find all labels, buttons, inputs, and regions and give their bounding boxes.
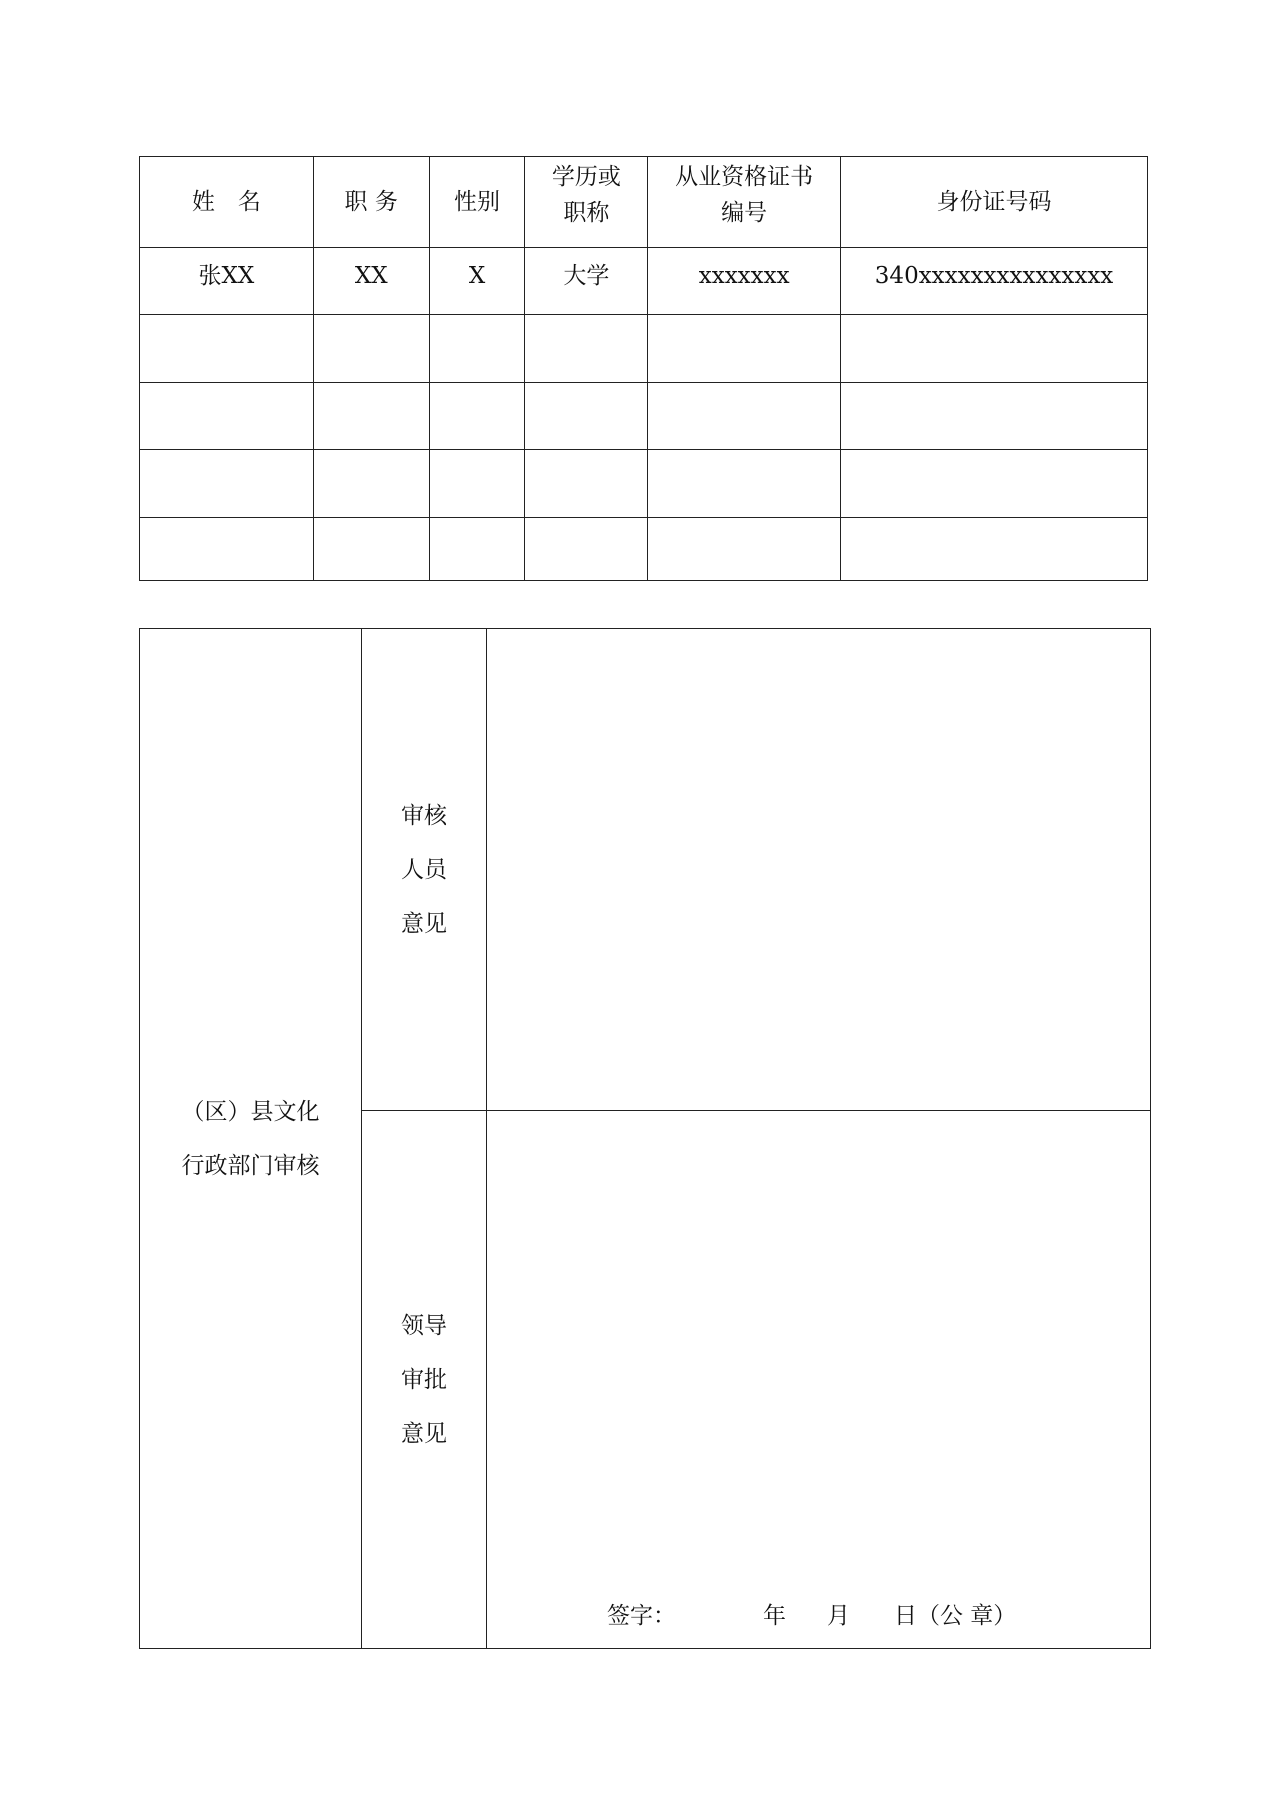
table-row [140,248,1148,315]
section-label-line1: （区）县文化 [181,1098,320,1125]
header-row [140,157,1148,248]
cell [841,383,1148,450]
cell: xxxxxxx [648,248,841,315]
header-education: 学历或 职称 [525,157,648,248]
header-gender: 性别 [429,157,525,248]
cell [313,450,429,518]
label-line: 领导 [401,1312,447,1339]
reviewer-opinion-label [362,629,487,1111]
cell [140,315,314,383]
reviewer-opinion-field[interactable] [487,629,1151,1111]
cell [429,315,525,383]
cell [648,315,841,383]
section-label-cell [140,629,362,1649]
cell [140,450,314,518]
table-row [140,450,1148,518]
cell: 340xxxxxxxxxxxxxxx [841,248,1148,315]
table-row [140,315,1148,383]
signature-month: 月 [827,1603,850,1629]
table-row [140,518,1148,581]
leader-approval-label [362,1111,487,1649]
leader-approval-field[interactable] [487,1111,1151,1649]
cell: 张XX [140,248,314,315]
cell [313,315,429,383]
cell [841,315,1148,383]
label-line: 意见 [401,1420,447,1447]
signature-label: 签字： [607,1603,676,1629]
section-label-line2: 行政部门审核 [181,1152,320,1179]
cell [648,383,841,450]
cell [313,383,429,450]
cell [525,383,648,450]
cell [841,450,1148,518]
signature-day-seal: 日（公 章） [894,1603,1017,1629]
cell [140,383,314,450]
review-table [139,628,1151,1649]
label-line: 人员 [401,856,447,883]
cell [313,518,429,581]
cell [648,518,841,581]
label-line: 意见 [401,910,447,937]
cell [841,518,1148,581]
cell [140,518,314,581]
cell [429,518,525,581]
header-id-number: 身份证号码 [841,157,1148,248]
table-row [140,383,1148,450]
cell [429,450,525,518]
cell: XX [313,248,429,315]
cell [429,383,525,450]
header-position: 职 务 [313,157,429,248]
cell: X [429,248,525,315]
cell [525,315,648,383]
signature-year: 年 [763,1603,786,1629]
cell [525,450,648,518]
cell [648,450,841,518]
header-certificate: 从业资格证书 编号 [648,157,841,248]
label-line: 审核 [401,802,447,829]
cell [525,518,648,581]
personnel-table [139,156,1148,581]
cell: 大学 [525,248,648,315]
header-name: 姓 名 [140,157,314,248]
label-line: 审批 [401,1366,447,1393]
